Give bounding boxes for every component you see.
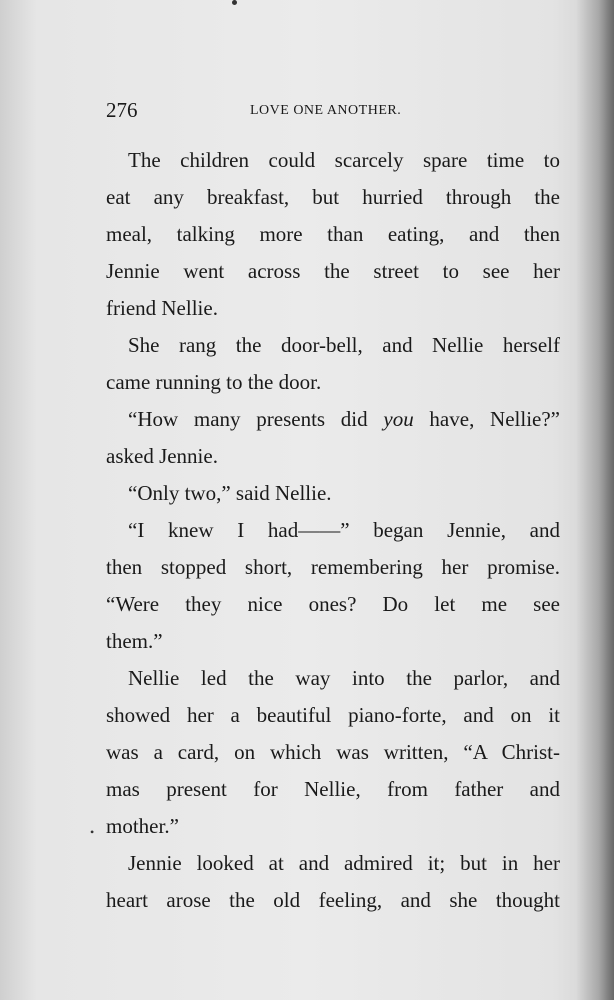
text-segment: “How many presents did: [128, 407, 384, 431]
text-line: friend Nellie.: [106, 296, 218, 320]
text-segment: have, Nellie?”: [413, 407, 560, 431]
text-line: Jennie went across the street to see her: [106, 259, 560, 283]
gutter-shadow: [576, 0, 614, 1000]
emphasis-text: you: [383, 407, 414, 431]
text-line: mother.”: [106, 814, 179, 838]
text-line: “Only two,” said Nellie.: [128, 481, 332, 505]
text-line: Nellie led the way into the parlor, and: [128, 666, 560, 690]
page-number: 276: [106, 98, 138, 122]
text-line: heart arose the old feeling, and she thought: [106, 888, 560, 912]
text-line: then stopped short, remembering her promise.: [106, 555, 560, 579]
text-line: showed her a beautiful piano-forte, and on it: [106, 703, 560, 727]
text-line: came running to the door.: [106, 370, 322, 394]
text-line: “I knew I had——” began Jennie, and: [128, 518, 560, 542]
text-line: eat any breakfast, but hurried through the: [106, 185, 560, 209]
text-line: was a card, on which was written, “A Christ-: [106, 740, 560, 764]
text-line: Jennie looked at and admired it; but in her: [128, 851, 560, 875]
ink-speck: [232, 0, 237, 5]
text-line: [106, 401, 560, 438]
text-line: mas present for Nellie, from father and: [106, 777, 560, 801]
text-line: She rang the door-bell, and Nellie herself: [128, 333, 560, 357]
text-line: asked Jennie.: [106, 444, 218, 468]
text-line: them.”: [106, 629, 163, 653]
running-head: LOVE ONE ANOTHER.: [250, 103, 402, 118]
margin-mark: •: [90, 825, 95, 839]
text-line: The children could scarcely spare time to: [128, 148, 560, 172]
text-line: meal, talking more than eating, and then: [106, 222, 560, 246]
text-line: “Were they nice ones? Do let me see: [106, 592, 560, 616]
body-text: [106, 142, 560, 919]
